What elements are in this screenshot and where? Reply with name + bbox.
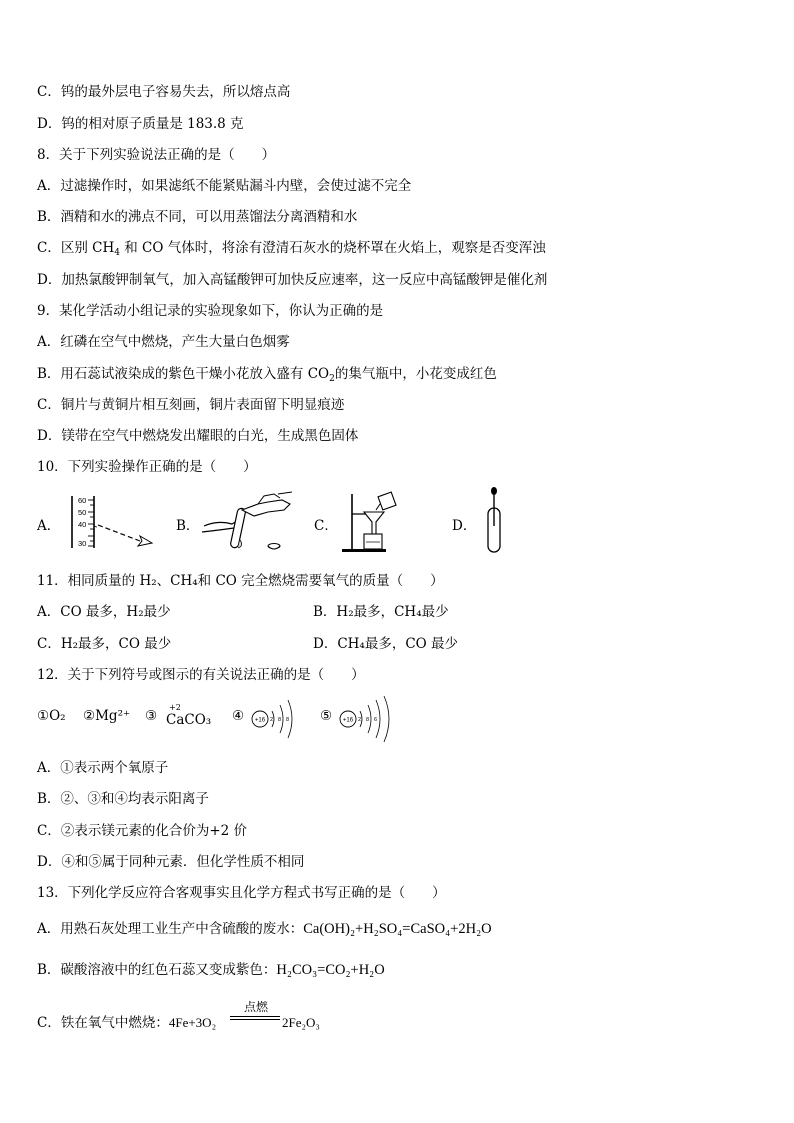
option-8c: [37, 239, 546, 257]
option-8b: B．酒精和水的沸点不同，可以用蒸馏法分离酒精和水: [37, 209, 358, 225]
cylinder-tick-40: 40: [78, 520, 87, 529]
option-9b-sub: 2: [329, 374, 335, 384]
atom-4-shell-2: 8: [278, 717, 282, 723]
symbol-1: [37, 708, 66, 724]
symbol-3-formula: CaCO₃: [166, 712, 212, 728]
atom-structure-4: [250, 696, 302, 742]
symbol-1-formula: O₂: [49, 708, 66, 724]
cylinder-tick-50: 50: [78, 508, 87, 517]
option-13a-text: A．用熟石灰处理工业生产中含硫酸的废水：: [37, 921, 304, 937]
atom-5-shell-1: 2: [358, 717, 362, 723]
figure-a-label: A．: [37, 518, 61, 534]
option-13b-text: B．碳酸溶液中的红色石蕊又变成紫色：: [37, 962, 277, 978]
option-11c: C．H₂最多，CO 最少: [37, 636, 172, 652]
option-13a: [37, 920, 492, 938]
symbol-2-formula: Mg²⁺: [95, 708, 131, 724]
option-11b: B．H₂最多，CH₄最少: [313, 604, 449, 620]
symbol-2-num: ②: [83, 708, 96, 724]
option-13c-rhs: 2Fe₂O₃: [282, 1015, 320, 1030]
option-12c: C．②表示镁元素的化合价为+2 价: [37, 823, 248, 839]
cylinder-reading-figure: [68, 494, 158, 550]
option-8a: A．过滤操作时，如果滤纸不能紧贴漏斗内壁，会使过滤不完全: [37, 178, 412, 194]
option-8d: D．加热氯酸钾制氧气，加入高锰酸钾可加快反应速率，这一反应中高锰酸钾是催化剂: [37, 272, 548, 288]
symbol-2: [83, 708, 130, 724]
option-9b: [37, 365, 497, 383]
option-9b-post: 的集气瓶中，小花变成红色: [334, 366, 497, 382]
option-13c: [37, 1014, 216, 1032]
option-7d: D．钨的相对原子质量是 183.8 克: [37, 116, 244, 132]
symbol-4-num: ④: [232, 708, 245, 724]
figure-d-label: D．: [452, 518, 477, 534]
question-12: 12．关于下列符号或图示的有关说法正确的是（ ）: [37, 667, 365, 683]
option-8c-post: 和 CO 气体时，将涂有澄清石灰水的烧杯罩在火焰上，观察是否变浑浊: [119, 240, 546, 256]
question-13: 13．下列化学反应符合客观事实且化学方程式书写正确的是（ ）: [37, 885, 446, 901]
option-8c-pre: C．区别 CH: [37, 240, 115, 256]
option-9d: D．镁带在空气中燃烧发出耀眼的白光，生成黑色固体: [37, 428, 359, 444]
option-13b-equation: H₂CO₃=CO₂+H₂O: [276, 962, 385, 978]
option-9a: A．红磷在空气中燃烧，产生大量白色烟雾: [37, 334, 290, 350]
atom-4-shell-1: 2: [270, 717, 274, 723]
question-10: 10．下列实验操作正确的是（ ）: [37, 459, 257, 475]
option-13c-condition: 点燃: [243, 1000, 268, 1014]
symbol-5-num: ⑤: [320, 708, 333, 724]
atom-4-shell-3: 8: [286, 717, 290, 723]
atom-5-shell-3: 6: [374, 717, 378, 723]
option-13a-equation: Ca(OH)₂+H₂SO₄=CaSO₄+2H₂O: [303, 921, 492, 937]
atom-5-shell-2: 8: [366, 717, 370, 723]
question-8: 8．关于下列实验说法正确的是（ ）: [37, 147, 276, 163]
option-12b: B．②、③和④均表示阳离子: [37, 791, 209, 807]
option-9c: C．铜片与黄铜片相互刻画，铜片表面留下明显痕迹: [37, 397, 345, 413]
option-12d: D．④和⑤属于同种元素．但化学性质不相同: [37, 854, 305, 870]
equals-bar-top: [230, 1016, 280, 1017]
figure-c-label: C．: [314, 518, 338, 534]
symbol-3-charge: +2: [169, 703, 181, 712]
atom-5-nucleus: +16: [342, 717, 354, 724]
question-9: 9．某化学活动小组记录的实验现象如下，你认为正确的是: [37, 303, 384, 319]
option-13c-text: C．铁在氧气中燃烧：: [37, 1015, 169, 1031]
option-8c-sub: 4: [114, 248, 120, 258]
cylinder-tick-30: 30: [78, 539, 87, 548]
option-11d: D．CH₄最多，CO 最少: [313, 636, 459, 652]
symbol-3-num: ③: [145, 708, 158, 724]
option-13c-lhs: 4Fe+3O₂: [168, 1015, 217, 1030]
filtration-figure: [336, 490, 406, 554]
option-7c: C．钨的最外层电子容易失去，所以熔点高: [37, 84, 291, 100]
option-11a: A．CO 最多，H₂最少: [37, 604, 171, 620]
equals-bar-bottom: [230, 1019, 280, 1020]
atom-structure-5: [338, 696, 394, 742]
cylinder-tick-60: 60: [78, 496, 87, 505]
test-tube-hand-figure: [198, 490, 298, 552]
dropper-figure: [482, 486, 506, 556]
question-11: 11．相同质量的 H₂、CH₄和 CO 完全燃烧需要氧气的质量（ ）: [37, 573, 444, 589]
figure-b-label: B．: [176, 518, 200, 534]
symbol-1-num: ①: [37, 708, 50, 724]
option-12a: A．①表示两个氧原子: [37, 760, 169, 776]
option-13b: [37, 961, 385, 979]
option-9b-pre: B．用石蕊试液染成的紫色干燥小花放入盛有 CO: [37, 366, 330, 382]
atom-4-nucleus: +16: [254, 717, 266, 724]
